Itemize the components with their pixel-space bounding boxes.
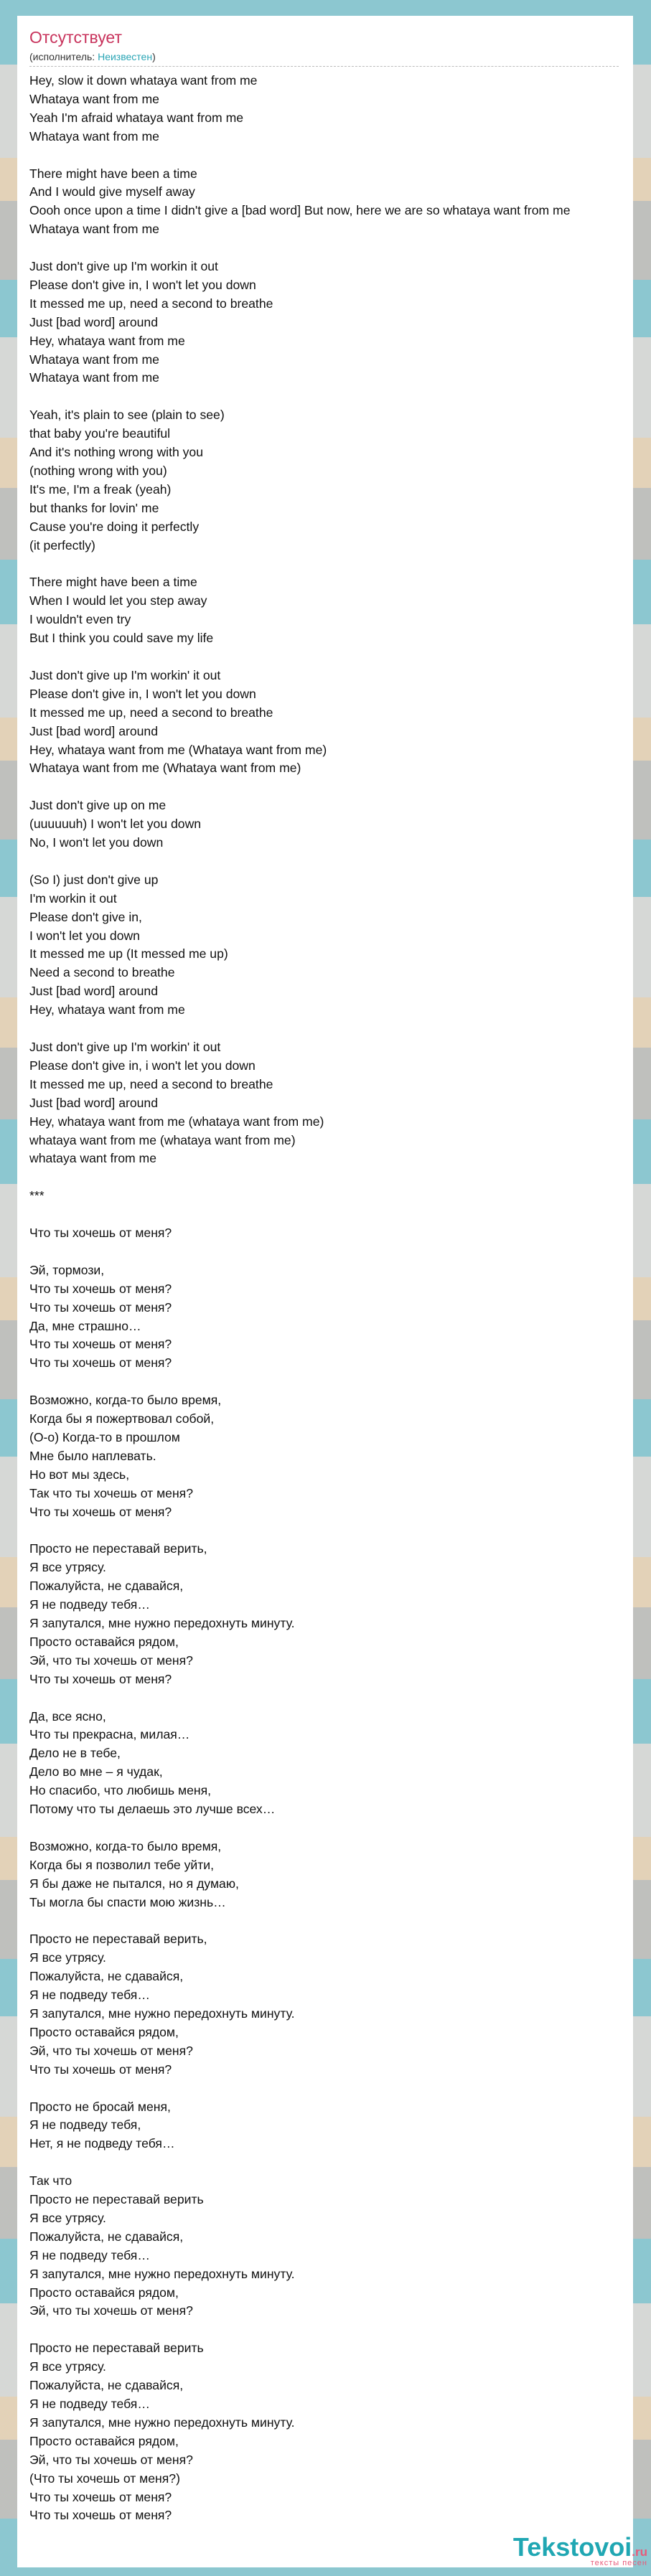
lyric-line: Ты могла бы спасти мою жизнь…: [29, 1894, 226, 1909]
lyric-line: Need a second to breathe: [29, 965, 175, 980]
lyric-line: Я не подведу тебя…: [29, 1597, 150, 1612]
lyric-line: (uuuuuuh) I won't let you down: [29, 817, 202, 832]
lyric-line: Please don't give in, I won't let you down: [29, 277, 256, 292]
lyric-line: Yeah I'm afraid whataya want from me: [29, 110, 244, 125]
lyric-line: Что ты хочешь от меня?: [29, 2508, 172, 2523]
lyric-line: Просто не переставай верить,: [29, 1541, 207, 1556]
lyric-line: Да, мне страшно…: [29, 1318, 141, 1333]
lyric-line: There might have been a time: [29, 575, 197, 590]
verse: [29, 1930, 632, 2079]
verse: [29, 1708, 632, 1819]
logo-tagline: тексты песен: [590, 2559, 647, 2567]
lyric-line: I wouldn't even try: [29, 612, 131, 627]
lyrics-card: [17, 16, 633, 2567]
lyric-line: No, I won't let you down: [29, 835, 164, 850]
lyric-line: Что ты хочешь от меня?: [29, 1671, 172, 1686]
lyric-line: Что ты хочешь от меня?: [29, 1337, 172, 1352]
verse: [29, 406, 632, 555]
lyric-line: Пожалуйста, не сдавайся,: [29, 1579, 184, 1594]
logo-name: Tekstovoi: [512, 2532, 632, 2562]
lyric-line: Что ты прекрасна, милая…: [29, 1727, 190, 1742]
lyric-line: Я бы даже не пытался, но я думаю,: [29, 1876, 239, 1891]
lyric-line: Что ты хочешь от меня?: [29, 1299, 172, 1315]
lyric-line: Just [bad word] around: [29, 314, 158, 329]
lyric-line: I'm workin it out: [29, 890, 117, 906]
verse: [29, 1038, 632, 1168]
lyric-line: Hey, whataya want from me (Whataya want from me): [29, 742, 327, 757]
lyric-line: Так что: [29, 2173, 72, 2189]
verse: [29, 1540, 632, 1688]
lyric-line: Whataya want from me: [29, 91, 159, 106]
lyric-line: Я все утрясу.: [29, 2210, 106, 2225]
lyric-line: Oooh once upon a time I didn't give a [bad word] But now, here we are so whataya want from me: [29, 203, 571, 218]
verse: [29, 1224, 632, 1243]
verse: [29, 871, 632, 1020]
lyric-line: whataya want from me (whataya want from me): [29, 1132, 296, 1147]
lyric-line: whataya want from me: [29, 1151, 156, 1166]
lyric-line: Просто оставайся рядом,: [29, 2433, 179, 2448]
lyric-line: (So I) just don't give up: [29, 872, 159, 887]
lyric-line: Мне было наплевать.: [29, 1448, 156, 1463]
lyric-line: (О-о) Когда-то в прошлом: [29, 1429, 180, 1444]
lyric-line: Дело не в тебе,: [29, 1746, 121, 1761]
verse: [29, 667, 632, 778]
lyric-line: Что ты хочешь от меня?: [29, 1355, 172, 1371]
lyric-line: Whataya want from me: [29, 352, 159, 367]
lyric-line: Пожалуйста, не сдавайся,: [29, 1969, 184, 1984]
artist-link[interactable]: Неизвестен: [98, 51, 153, 62]
lyric-line: Я все утрясу.: [29, 1560, 106, 1575]
lyric-line: Потому что ты делаешь это лучше всех…: [29, 1802, 276, 1817]
lyric-line: Я запутался, мне нужно передохнуть минуту.: [29, 1616, 295, 1631]
lyric-line: Возможно, когда-то было время,: [29, 1838, 222, 1853]
verse: [29, 258, 632, 387]
lyric-line: And I would give myself away: [29, 184, 195, 199]
lyric-line: Just don't give up I'm workin it out: [29, 259, 218, 274]
lyric-line: Я не подведу тебя…: [29, 2247, 150, 2262]
lyric-line: It's me, I'm a freak (yeah): [29, 481, 172, 497]
lyric-line: Просто не бросай меня,: [29, 2099, 171, 2114]
lyric-line: Что ты хочешь от меня?: [29, 1504, 172, 1519]
lyric-line: Что ты хочешь от меня?: [29, 1226, 172, 1241]
lyric-line: Что ты хочешь от меня?: [29, 1281, 172, 1296]
lyric-line: Please don't give in,: [29, 909, 142, 924]
lyric-line: Hey, whataya want from me: [29, 333, 185, 348]
lyric-line: Whataya want from me: [29, 222, 159, 237]
lyric-line: Я запутался, мне нужно передохнуть минуту.: [29, 2006, 295, 2021]
lyric-line: but thanks for lovin' me: [29, 500, 159, 515]
lyrics-text: [29, 72, 632, 2544]
lyric-line: Пожалуйста, не сдавайся,: [29, 2378, 184, 2393]
lyric-line: Эй, что ты хочешь от меня?: [29, 1653, 193, 1668]
lyric-line: that baby you're beautiful: [29, 426, 171, 441]
lyric-line: Просто оставайся рядом,: [29, 2285, 179, 2300]
lyric-line: Just don't give up on me: [29, 798, 167, 813]
verse: [29, 1187, 632, 1205]
lyric-line: Whataya want from me: [29, 370, 159, 385]
verse: [29, 1838, 632, 1912]
lyric-line: Возможно, когда-то было время,: [29, 1393, 222, 1408]
verse: [29, 72, 632, 146]
lyric-line: Just [bad word] around: [29, 984, 158, 999]
lyric-line: Я все утрясу.: [29, 1950, 106, 1965]
artist-line: [29, 50, 156, 63]
lyric-line: Но вот мы здесь,: [29, 1467, 130, 1482]
lyric-line: Whataya want from me: [29, 128, 159, 144]
lyric-line: Please don't give in, I won't let you down: [29, 686, 256, 701]
lyric-line: Hey, slow it down whataya want from me: [29, 73, 258, 88]
verse: [29, 2172, 632, 2321]
lyric-line: Я запутался, мне нужно передохнуть минуту.: [29, 2266, 295, 2281]
lyric-line: Whataya want from me (Whataya want from me): [29, 761, 301, 776]
lyric-line: Что ты хочешь от меня?: [29, 2062, 172, 2077]
lyric-line: Please don't give in, i won't let you down: [29, 1058, 256, 1073]
lyric-line: Cause you're doing it perfectly: [29, 519, 200, 534]
lyric-line: It messed me up (It messed me up): [29, 946, 228, 962]
lyric-line: Я не подведу тебя,: [29, 2117, 141, 2133]
lyric-line: Я не подведу тебя…: [29, 1988, 150, 2003]
lyric-line: Эй, что ты хочешь от меня?: [29, 2303, 193, 2318]
lyric-line: Just don't give up I'm workin' it out: [29, 1040, 221, 1054]
site-logo[interactable]: [513, 2534, 647, 2567]
lyric-line: Да, все ясно,: [29, 1708, 106, 1724]
lyric-line: Пожалуйста, не сдавайся,: [29, 2229, 184, 2244]
lyric-line: But I think you could save my life: [29, 631, 214, 646]
lyric-line: And it's nothing wrong with you: [29, 445, 203, 460]
lyric-line: It messed me up, need a second to breathe: [29, 1076, 273, 1091]
lyric-line: (Что ты хочешь от меня?): [29, 2471, 180, 2486]
lyric-line: Но спасибо, что любишь меня,: [29, 1783, 211, 1798]
lyric-line: It messed me up, need a second to breathe: [29, 296, 273, 311]
lyric-line: (nothing wrong with you): [29, 463, 167, 478]
lyric-line: Когда бы я позволил тебе уйти,: [29, 1857, 214, 1872]
lyric-line: Что ты хочешь от меня?: [29, 2489, 172, 2504]
lyric-line: Просто не переставай верить: [29, 2341, 204, 2356]
lyric-line: Yeah, it's plain to see (plain to see): [29, 408, 225, 423]
artist-suffix: ): [152, 51, 156, 62]
lyric-line: ***: [29, 1188, 45, 1203]
song-title: Отсутствует: [29, 28, 122, 47]
lyric-line: Just don't give up I'm workin' it out: [29, 667, 221, 682]
artist-prefix: (исполнитель:: [29, 51, 98, 62]
lyric-line: I won't let you down: [29, 928, 140, 943]
lyric-line: Hey, whataya want from me (whataya want from me): [29, 1114, 324, 1129]
lyric-line: Я не подведу тебя…: [29, 2396, 150, 2411]
lyric-line: Просто не переставай верить,: [29, 1932, 207, 1947]
lyric-line: Нет, я не подведу тебя…: [29, 2136, 175, 2151]
lyric-line: Эй, что ты хочешь от меня?: [29, 2452, 193, 2467]
lyric-line: Просто оставайся рядом,: [29, 1634, 179, 1649]
lyric-line: Когда бы я пожертвовал собой,: [29, 1411, 215, 1426]
title-divider: [29, 66, 619, 67]
verse: [29, 796, 632, 852]
lyric-line: When I would let you step away: [29, 593, 207, 608]
lyric-line: Эй, тормози,: [29, 1262, 105, 1277]
lyric-line: Так что ты хочешь от меня?: [29, 1485, 193, 1500]
verse: [29, 573, 632, 648]
lyric-line: Just [bad word] around: [29, 1095, 158, 1110]
lyric-line: Just [bad word] around: [29, 723, 158, 738]
lyric-line: (it perfectly): [29, 537, 95, 553]
lyric-line: There might have been a time: [29, 166, 197, 181]
lyric-line: Эй, что ты хочешь от меня?: [29, 2043, 193, 2058]
verse: [29, 165, 632, 240]
lyric-line: Дело во мне – я чудак,: [29, 1764, 163, 1780]
logo-tld: .ru: [632, 2545, 647, 2559]
verse: [29, 2339, 632, 2525]
verse: [29, 1261, 632, 1373]
lyric-line: Я запутался, мне нужно передохнуть минуту.: [29, 2415, 295, 2430]
lyric-line: Я все утрясу.: [29, 2359, 106, 2374]
verse: [29, 1391, 632, 1521]
lyric-line: Просто не переставай верить: [29, 2192, 204, 2207]
lyric-line: It messed me up, need a second to breathe: [29, 705, 273, 720]
verse: [29, 2098, 632, 2154]
lyric-line: Просто оставайся рядом,: [29, 2024, 179, 2039]
lyric-line: Hey, whataya want from me: [29, 1002, 185, 1017]
